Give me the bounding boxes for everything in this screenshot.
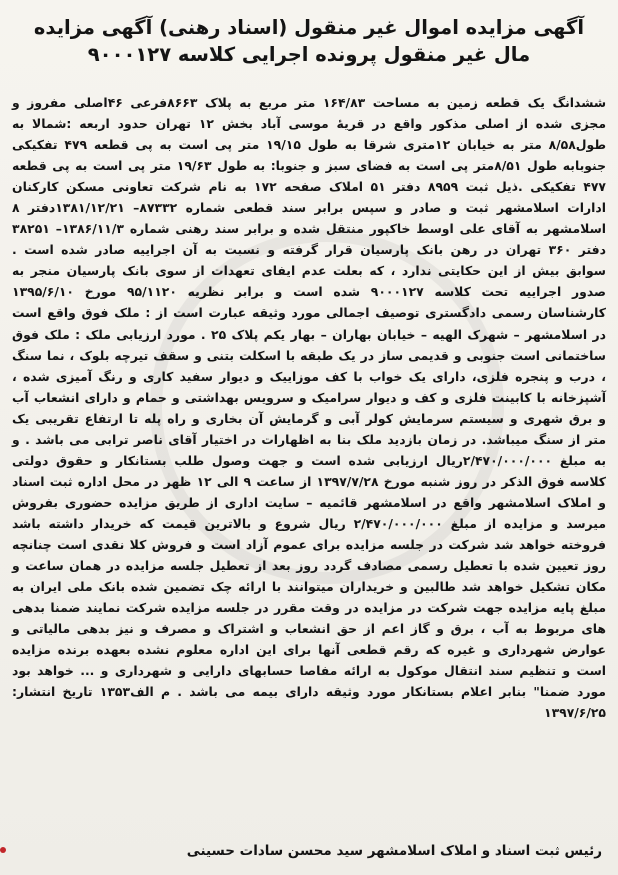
notice-body: ششدانگ یک قطعه زمین به مساحت ۱۶۴/۸۳ متر مربع به پلاک ۸۶۶۳فرعی ۴۶اصلی مفروز و مجزی شده از اصلی مذکور واقع در قریهٔ موسی آباد بخش ۱۲ تهران حدود اربعه :شمالا به طول۸/۵۸ متر به خیابان ۱۲متری شرقا به طول ۱۹/۱۵ متر پی است به پی قطعه ۴۷۹ تفکیکی جنوبابه طول ۸/۵۱متر پی است به فضای سبز و جنوبا: به طول ۱۹/۶۳ متر پی است به پی قطعه ۴۷۷ تفکیکی .ذیل ثبت ۸۹۵۹ دفتر ۵۱ املاک صفحه ۱۷۲ به نام شرکت تعاونی مسکن کارکنان ادارات اسلامشهر ثبت و صادر و سپس برابر سند قطعی شماره ۸۷۳۳۲– ۱۳۸۱/۱۲/۲۱دفتر ۸ اسلامشهر به آقای علی اوسط خاکپور منتقل شده و برابر سند رهنی شماره ۱۳۸۶/۱۱/۳– ۳۸۲۵۱ دفتر ۳۶۰ تهران در رهن بانک پارسیان قرار گرفته و نسبت به آن اجراییه صادر شده است . سوابق بیش از این حکایتی ندارد ، که بعلت عدم ایفای تعهدات از سوی بانک پارسیان منجر به صدور اجراییه تحت کلاسه ۹۰۰۰۱۲۷ شده است و برابر نظریه ۹۵/۱۱۲۰ مورخ ۱۳۹۵/۶/۱۰ کارشناسان رسمی دادگستری توصیف اجمالی مورد وثیقه عبارت است از : ملک فوق واقع است در اسلامشهر – شهرک الهیه – خیابان بهاران – بهار یکم پلاک ۲۵ . مورد ارزیابی ملک : ملک فوق ساختمانی است جنوبی و قدیمی ساز در یک طبقه با اسکلت بتنی و سقف تیرچه بلوک ، نما سنگ ، درب و پنجره فلزی، دارای یک خواب با کف موزاییک و دیوار سفید کاری و رنگ آمیزی شده ، آشپزخانه با کابینت فلزی و کف و دیوار سرامیک و سرویس بهداشتی و حمام و دارای انشعاب آب و برق شهری و سیستم سرمایش کولر آبی و گرمایش آن بخاری و راه پله تا ارتفاع تقریبی یک متر از سنگ میباشد. در زمان بازدید ملک بنا به اظهارات در اختیار آقای ناصر ترابی می باشد . و به مبلغ ۲/۴۷۰/۰۰۰/۰۰۰ریال ارزیابی شده است و جهت وصول طلب بستانکار و حقوق دولتی کلاسه فوق الذکر در روز شنبه مورخ ۱۳۹۷/۷/۲۸ از ساعت ۹ الی ۱۲ ظهر در محل اداره ثبت اسناد و املاک اسلامشهر واقع در اسلامشهر قائمیه – سایت اداری از طریق مزایده حضوری بفروش میرسد و مزایده از مبلغ ۲/۴۷۰/۰۰۰/۰۰۰ ریال شروع و بالاترین قیمت که خریدار داشته باشد فروخته خواهد شد شرکت در جلسه مزایده برای عموم آزاد است و فروش کلا نقدی است چنانچه روز تعیین شده با تعطیل رسمی مصادف گردد روز بعد از تعطیل جلسه مزایده در همان ساعت و مکان تشکیل خواهد شد طالبین و خریداران میتوانند با ارائه چک تضمین شده بانک ملی ایران به مبلغ پایه مزایده جهت شرکت در مزایده در وقت مقرر در جلسه مزایده شرکت نمایند ضمنا بدهی های مربوط به آب ، برق و گاز اعم از حق انشعاب و اشتراک و مصرف و نیز بدهی مالیاتی و عوارض شهرداری و غیره که رقم قطعی آنها برای این اداره معلوم نشده بعهده برنده مزایده است و تنظیم سند انتقال موکول به ارائه مفاصا حسابهای دارایی و شهرداری و ... خواهد بود مورد ضمنا" بنابر اعلام بستانکار مورد وثیقه دارای بیمه می باشد . م الف۱۳۵۳ تاریخ انتشار: ۱۳۹۷/۶/۲۵ xyxy=(12,95,607,721)
red-mark xyxy=(0,847,6,853)
notice-signature: رئیس ثبت اسناد و املاک اسلامشهر سید محسن سادات حسینی xyxy=(186,843,602,859)
notice-title: آگهی مزایده اموال غیر منقول (اسناد رهنی) آگهی مزایده مال غیر منقول پرونده اجرایی کلاسه ۹۰۰۰۱۲۷ xyxy=(33,16,585,66)
